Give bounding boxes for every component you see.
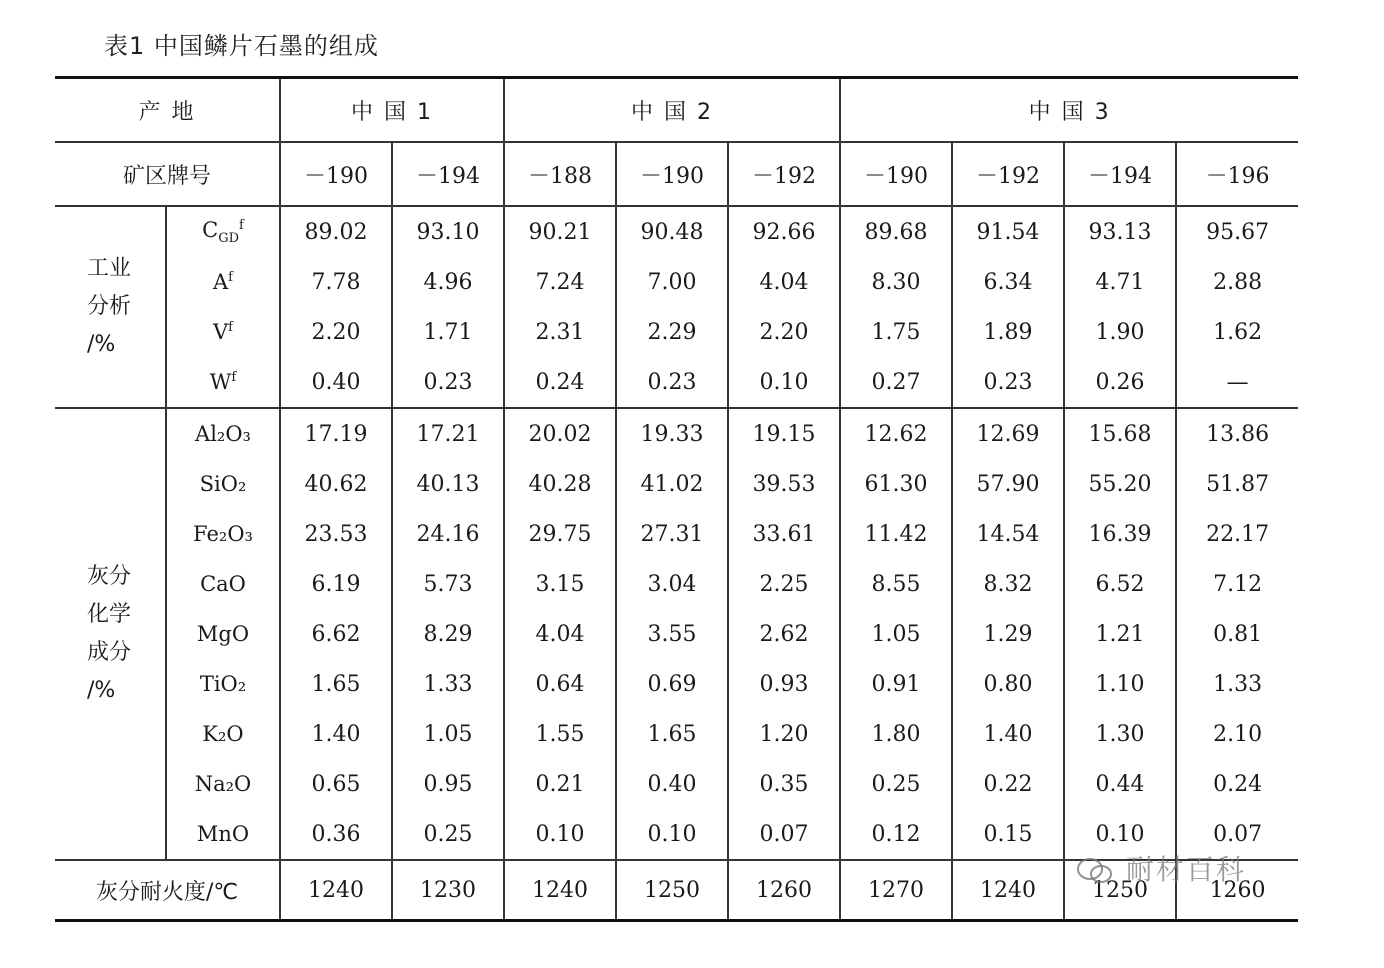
- value-cell: 0.80: [952, 659, 1064, 709]
- value-cell: 19.33: [616, 408, 728, 459]
- value-cell: 0.25: [840, 759, 952, 809]
- value-cell: 0.21: [504, 759, 616, 809]
- value-cell: 1.21: [1064, 609, 1176, 659]
- grade-cell: －188: [504, 142, 616, 206]
- value-cell: 1.05: [392, 709, 504, 759]
- region-header: 中 国 1: [280, 78, 504, 143]
- value-cell: 57.90: [952, 459, 1064, 509]
- refractoriness-cell: 1270: [840, 860, 952, 921]
- value-cell: 4.71: [1064, 257, 1176, 307]
- value-cell: 7.24: [504, 257, 616, 307]
- value-cell: 4.96: [392, 257, 504, 307]
- graphite-composition-table: [55, 76, 1298, 922]
- value-cell: 6.52: [1064, 559, 1176, 609]
- row-item-name: MgO: [166, 609, 280, 659]
- value-cell: 23.53: [280, 509, 392, 559]
- value-cell: 0.27: [840, 357, 952, 408]
- value-cell: 2.10: [1176, 709, 1298, 759]
- value-cell: 0.25: [392, 809, 504, 860]
- value-cell: 2.88: [1176, 257, 1298, 307]
- grade-cell: －196: [1176, 142, 1298, 206]
- value-cell: 0.24: [1176, 759, 1298, 809]
- value-cell: 7.78: [280, 257, 392, 307]
- value-cell: 1.62: [1176, 307, 1298, 357]
- row-item-name: K₂O: [166, 709, 280, 759]
- value-cell: 1.65: [280, 659, 392, 709]
- grade-cell: －194: [1064, 142, 1176, 206]
- value-cell: 6.34: [952, 257, 1064, 307]
- refractoriness-cell: 1260: [1176, 860, 1298, 921]
- value-cell: 20.02: [504, 408, 616, 459]
- value-cell: 17.19: [280, 408, 392, 459]
- value-cell: 89.68: [840, 206, 952, 257]
- value-cell: —: [1176, 357, 1298, 408]
- refractoriness-cell: 1240: [952, 860, 1064, 921]
- value-cell: 3.04: [616, 559, 728, 609]
- value-cell: 90.48: [616, 206, 728, 257]
- value-cell: 17.21: [392, 408, 504, 459]
- origin-label: 产 地: [55, 78, 280, 143]
- value-cell: 1.71: [392, 307, 504, 357]
- row-item-name: Na₂O: [166, 759, 280, 809]
- grade-cell: －192: [952, 142, 1064, 206]
- value-cell: 12.69: [952, 408, 1064, 459]
- value-cell: 1.65: [616, 709, 728, 759]
- value-cell: 2.62: [728, 609, 840, 659]
- value-cell: 0.64: [504, 659, 616, 709]
- value-cell: 51.87: [1176, 459, 1298, 509]
- value-cell: 1.10: [1064, 659, 1176, 709]
- value-cell: 2.31: [504, 307, 616, 357]
- grade-cell: －194: [392, 142, 504, 206]
- value-cell: 1.80: [840, 709, 952, 759]
- value-cell: 0.35: [728, 759, 840, 809]
- ash-group-label: 灰分 化学 成分 /%: [55, 408, 166, 860]
- row-item-name: Al₂O₃: [166, 408, 280, 459]
- wechat-icon: [1075, 856, 1115, 886]
- value-cell: 0.07: [1176, 809, 1298, 860]
- value-cell: 14.54: [952, 509, 1064, 559]
- value-cell: 29.75: [504, 509, 616, 559]
- value-cell: 0.65: [280, 759, 392, 809]
- value-cell: 2.20: [728, 307, 840, 357]
- grade-cell: －190: [280, 142, 392, 206]
- value-cell: 0.22: [952, 759, 1064, 809]
- refractoriness-label: 灰分耐火度/℃: [55, 860, 280, 921]
- value-cell: 0.40: [280, 357, 392, 408]
- value-cell: 0.26: [1064, 357, 1176, 408]
- value-cell: 33.61: [728, 509, 840, 559]
- value-cell: 0.23: [392, 357, 504, 408]
- value-cell: 1.33: [392, 659, 504, 709]
- value-cell: 19.15: [728, 408, 840, 459]
- grade-cell: －192: [728, 142, 840, 206]
- value-cell: 40.13: [392, 459, 504, 509]
- value-cell: 11.42: [840, 509, 952, 559]
- row-item-name: SiO₂: [166, 459, 280, 509]
- grade-label: 矿区牌号: [55, 142, 280, 206]
- value-cell: 8.29: [392, 609, 504, 659]
- row-item-name: TiO₂: [166, 659, 280, 709]
- value-cell: 0.07: [728, 809, 840, 860]
- value-cell: 0.91: [840, 659, 952, 709]
- value-cell: 93.10: [392, 206, 504, 257]
- value-cell: 0.44: [1064, 759, 1176, 809]
- value-cell: 89.02: [280, 206, 392, 257]
- value-cell: 8.30: [840, 257, 952, 307]
- value-cell: 1.40: [952, 709, 1064, 759]
- value-cell: 91.54: [952, 206, 1064, 257]
- value-cell: 0.10: [1064, 809, 1176, 860]
- value-cell: 7.12: [1176, 559, 1298, 609]
- value-cell: 40.28: [504, 459, 616, 509]
- value-cell: 0.10: [616, 809, 728, 860]
- value-cell: 2.20: [280, 307, 392, 357]
- value-cell: 15.68: [1064, 408, 1176, 459]
- grade-cell: －190: [840, 142, 952, 206]
- value-cell: 22.17: [1176, 509, 1298, 559]
- value-cell: 24.16: [392, 509, 504, 559]
- value-cell: 0.69: [616, 659, 728, 709]
- table-caption: 表1 中国鳞片石墨的组成: [104, 32, 379, 60]
- value-cell: 1.20: [728, 709, 840, 759]
- value-cell: 3.55: [616, 609, 728, 659]
- row-item-name: $V^f$: [166, 307, 280, 357]
- row-item-name: $A^f$: [166, 257, 280, 307]
- value-cell: 1.40: [280, 709, 392, 759]
- value-cell: 0.40: [616, 759, 728, 809]
- value-cell: 1.90: [1064, 307, 1176, 357]
- refractoriness-cell: 1240: [280, 860, 392, 921]
- value-cell: 16.39: [1064, 509, 1176, 559]
- row-item-name: $W^f$: [166, 357, 280, 408]
- value-cell: 2.29: [616, 307, 728, 357]
- value-cell: 1.33: [1176, 659, 1298, 709]
- value-cell: 6.62: [280, 609, 392, 659]
- row-item-name: $C_{GD}^f$: [166, 206, 280, 257]
- value-cell: 6.19: [280, 559, 392, 609]
- value-cell: 4.04: [728, 257, 840, 307]
- value-cell: 41.02: [616, 459, 728, 509]
- value-cell: 90.21: [504, 206, 616, 257]
- value-cell: 39.53: [728, 459, 840, 509]
- value-cell: 2.25: [728, 559, 840, 609]
- value-cell: 0.81: [1176, 609, 1298, 659]
- region-header: 中 国 3: [840, 78, 1298, 143]
- row-item-name: Fe₂O₃: [166, 509, 280, 559]
- value-cell: 13.86: [1176, 408, 1298, 459]
- value-cell: 93.13: [1064, 206, 1176, 257]
- value-cell: 0.10: [728, 357, 840, 408]
- value-cell: 1.30: [1064, 709, 1176, 759]
- value-cell: 4.04: [504, 609, 616, 659]
- value-cell: 40.62: [280, 459, 392, 509]
- value-cell: 1.89: [952, 307, 1064, 357]
- value-cell: 1.29: [952, 609, 1064, 659]
- value-cell: 0.23: [952, 357, 1064, 408]
- row-item-name: MnO: [166, 809, 280, 860]
- industrial-group-label: 工业 分析 /%: [55, 206, 166, 408]
- value-cell: 8.55: [840, 559, 952, 609]
- value-cell: 7.00: [616, 257, 728, 307]
- refractoriness-cell: 1250: [1064, 860, 1176, 921]
- value-cell: 0.23: [616, 357, 728, 408]
- value-cell: 1.05: [840, 609, 952, 659]
- row-item-name: CaO: [166, 559, 280, 609]
- region-header: 中 国 2: [504, 78, 840, 143]
- value-cell: 55.20: [1064, 459, 1176, 509]
- watermark: [1075, 848, 1246, 888]
- value-cell: 5.73: [392, 559, 504, 609]
- value-cell: 1.75: [840, 307, 952, 357]
- value-cell: 0.93: [728, 659, 840, 709]
- watermark-text: 耐材百科: [1125, 853, 1246, 886]
- value-cell: 0.95: [392, 759, 504, 809]
- value-cell: 0.10: [504, 809, 616, 860]
- value-cell: 1.55: [504, 709, 616, 759]
- grade-cell: －190: [616, 142, 728, 206]
- value-cell: 61.30: [840, 459, 952, 509]
- value-cell: 12.62: [840, 408, 952, 459]
- value-cell: 0.15: [952, 809, 1064, 860]
- refractoriness-cell: 1260: [728, 860, 840, 921]
- value-cell: 0.24: [504, 357, 616, 408]
- refractoriness-cell: 1230: [392, 860, 504, 921]
- value-cell: 27.31: [616, 509, 728, 559]
- value-cell: 8.32: [952, 559, 1064, 609]
- value-cell: 95.67: [1176, 206, 1298, 257]
- refractoriness-cell: 1250: [616, 860, 728, 921]
- value-cell: 0.36: [280, 809, 392, 860]
- value-cell: 0.12: [840, 809, 952, 860]
- refractoriness-cell: 1240: [504, 860, 616, 921]
- value-cell: 92.66: [728, 206, 840, 257]
- value-cell: 3.15: [504, 559, 616, 609]
